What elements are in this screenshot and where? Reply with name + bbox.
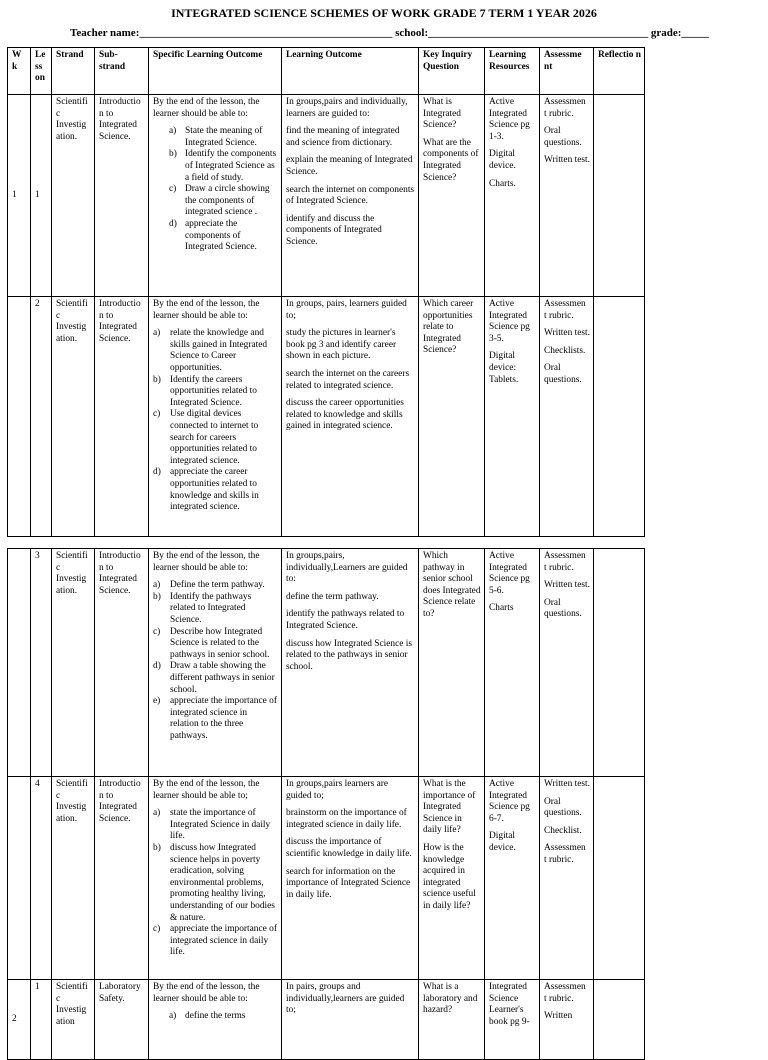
strand-cell: Scientifi c Investig ation. (52, 95, 95, 297)
sub-strand-cell: Introductio n to Integrated Science. (95, 95, 149, 297)
key-inquiry-cell (419, 95, 485, 297)
grade-blank[interactable]: _____ (681, 27, 709, 39)
header-specific-learning-outcome: Specific Learning Outcome (149, 48, 282, 95)
list-text: appreciate the importance of integrated science in daily life. (170, 924, 277, 958)
table-row (8, 980, 645, 1060)
reflection-cell[interactable] (594, 95, 645, 297)
header-strand: Strand (52, 48, 95, 95)
lesson-cell: 1 (31, 980, 52, 1060)
list-item (153, 580, 278, 592)
assessment-item: Oral questions. (544, 597, 582, 620)
reflection-cell[interactable] (594, 549, 645, 777)
learning-activity: define the term pathway. (286, 591, 379, 602)
learning-activity: explain the meaning of Integrated Science. (286, 155, 413, 177)
list-marker: d) (153, 467, 161, 478)
week-cell (8, 549, 31, 777)
resource-item: Integrated Science Learner's book pg 9- (489, 982, 530, 1027)
assessment-item: Assessmen t rubric. (544, 97, 586, 119)
assessment-item: Checklists. (544, 345, 586, 356)
assessment-item: Assessmen t rubric. (544, 843, 586, 865)
list-item (153, 375, 278, 410)
assessment-item: Assessmen t rubric. (544, 551, 586, 573)
list-marker: c) (153, 626, 161, 637)
teacher-label: Teacher name: (70, 27, 140, 39)
assessment-item: Written test. (544, 580, 590, 591)
outcome-intro: By the end of the lesson, the learner should be able to: (153, 97, 260, 119)
specific-outcome-cell (149, 980, 282, 1060)
list-item (153, 843, 278, 924)
strand-cell: Scientifi c Investig ation. (52, 549, 95, 777)
list-text: Describe how Integrated Science is related to the pathways in senior school. (170, 626, 270, 660)
assessment-item: Oral questions. (544, 126, 582, 148)
list-marker: b) (153, 591, 161, 602)
reflection-cell[interactable] (594, 777, 645, 980)
list-marker: c) (169, 184, 177, 195)
week-cell (8, 297, 31, 537)
list-marker: c) (153, 409, 161, 420)
specific-outcome-cell (149, 777, 282, 980)
resource-item: Digital device: Tablets. (489, 351, 519, 385)
grade-label: grade: (650, 27, 682, 39)
teacher-name-blank[interactable]: ______________________________________________ (139, 27, 393, 39)
header-learning-resources: Learning Resources (485, 48, 540, 95)
outcome-list (153, 580, 278, 742)
list-text: Identify the components of Integrated Science as a field of study. (185, 149, 277, 183)
list-marker: d) (153, 661, 161, 672)
sub-strand-cell: Introductio n to Integrated Science. (95, 777, 149, 980)
learning-activity: discuss the importance of scientific knowledge in daily life. (286, 837, 412, 859)
list-text: Identify the careers opportunities related to Integrated Science. (170, 374, 257, 408)
inquiry-question: What is Integrated Science? (423, 97, 461, 131)
list-text: State the meaning of Integrated Science. (185, 126, 263, 148)
learning-outcome-cell (282, 777, 419, 980)
resource-item: Active Integrated Science pg 6-7. (489, 779, 530, 824)
outcome-intro: By the end of the lesson, the learner should be able to: (153, 299, 260, 321)
assessment-item: Written (544, 1011, 573, 1022)
assessment-cell (540, 95, 594, 297)
key-inquiry-cell (419, 980, 485, 1060)
table-row (8, 95, 645, 297)
resource-item: Digital device. (489, 149, 516, 171)
specific-outcome-cell (149, 549, 282, 777)
learning-activity: In pairs, groups and individually,learners are guided to; (286, 982, 405, 1016)
assessment-item: Assessmen t rubric. (544, 982, 586, 1004)
list-text: appreciate the career opportunities related to knowledge and skills in integrated science. (170, 467, 259, 513)
inquiry-question: What are the components of Integrated Science? (423, 137, 479, 183)
learning-outcome-cell (282, 980, 419, 1060)
list-text: Draw a circle showing the components of integrated science . (185, 184, 270, 218)
learning-outcome-cell (282, 297, 419, 537)
list-marker: a) (169, 126, 177, 137)
key-inquiry-cell (419, 777, 485, 980)
school-label: school: (395, 27, 429, 39)
list-marker: a) (153, 580, 161, 591)
list-marker: a) (169, 1011, 177, 1022)
list-item (153, 409, 278, 467)
resource-item: Active Integrated Science pg 1-3. (489, 97, 530, 142)
header-reflection: Reflectio n (594, 48, 645, 95)
sub-strand-cell: Introductio n to Integrated Science. (95, 297, 149, 537)
list-item (153, 184, 278, 219)
assessment-cell (540, 549, 594, 777)
outcome-list (153, 126, 278, 254)
reflection-cell[interactable] (594, 297, 645, 537)
key-inquiry-cell (419, 297, 485, 537)
list-item (153, 696, 278, 742)
list-text: Identify the pathways related to Integrated Science. (170, 591, 252, 625)
resource-item: Digital device. (489, 831, 516, 853)
header-assessment: Assessme nt (540, 48, 594, 95)
inquiry-question: What is a laboratory and hazard? (423, 982, 478, 1016)
inquiry-question: Which career opportunities relate to Integrated Science? (423, 299, 474, 356)
outcome-intro: By the end of the lesson, the learner should be able to: (153, 982, 260, 1004)
header-key-inquiry-question: Key Inquiry Question (419, 48, 485, 95)
list-text: discuss how Integrated science helps in poverty eradication, solving environmental problems, promoting healthy living, understanding of our bodies & nature. (170, 842, 275, 923)
specific-outcome-cell (149, 95, 282, 297)
header-week: W k (8, 48, 31, 95)
list-text: Define the term pathway. (170, 580, 265, 591)
list-item (153, 924, 278, 959)
resource-item: Active Integrated Science pg 3-5. (489, 299, 530, 344)
lesson-cell: 4 (31, 777, 52, 980)
inquiry-question: How is the knowledge acquired in integrated science useful in daily life? (423, 842, 476, 911)
assessment-cell (540, 297, 594, 537)
resources-cell (485, 777, 540, 980)
scheme-table-part-2 (7, 548, 645, 1060)
learning-activity: In groups,pairs learners are guided to; (286, 779, 389, 801)
learning-activity: study the pictures in learner's book pg 3 and identify career shown in each picture. (286, 328, 397, 362)
school-name-blank[interactable]: ________________________________________ (428, 27, 649, 39)
table-row (8, 549, 645, 777)
list-item (153, 149, 278, 184)
resources-cell (485, 980, 540, 1060)
strand-cell: Scientifi c Investig ation. (52, 777, 95, 980)
list-item (153, 126, 278, 149)
list-text: appreciate the components of Integrated Science. (185, 218, 257, 253)
header-lesson: Le ss on (31, 48, 52, 95)
document-title: INTEGRATED SCIENCE SCHEMES OF WORK GRADE 7 TERM 1 YEAR 2026 (171, 6, 597, 20)
resource-item: Active Integrated Science pg 5-6. (489, 551, 530, 596)
assessment-item: Assessmen t rubric. (544, 299, 586, 321)
learning-outcome-cell (282, 95, 419, 297)
list-marker: b) (153, 374, 161, 385)
assessment-item: Oral questions. (544, 796, 582, 819)
week-cell (8, 777, 31, 980)
inquiry-question: Which pathway in senior school does Integrated Science relate to? (423, 551, 481, 619)
learning-activity: discuss how Integrated Science is related to the pathways in senior school. (286, 638, 413, 672)
list-item (153, 219, 278, 254)
list-marker: b) (153, 842, 161, 853)
sub-strand-cell: Laboratory Safety. (95, 980, 149, 1060)
outcome-list (153, 1011, 278, 1023)
list-marker: d) (169, 218, 177, 229)
reflection-cell[interactable] (594, 980, 645, 1060)
list-item (153, 661, 278, 696)
lesson-cell: 3 (31, 549, 52, 777)
learning-activity: find the meaning of integrated and science from dictionary. (286, 126, 400, 148)
list-text: Draw a table showing the different pathways in senior school. (170, 661, 275, 695)
list-text: state the importance of Integrated Science in daily life. (170, 808, 271, 842)
week-cell: 1 (8, 95, 31, 297)
list-item (153, 627, 278, 662)
resources-cell (485, 549, 540, 777)
list-item (153, 592, 278, 627)
assessment-cell (540, 980, 594, 1060)
learning-activity: discuss the career opportunities related to knowledge and skills gained in integrated science. (286, 398, 404, 432)
list-marker: a) (153, 328, 161, 339)
learning-activity: search for information on the importance of Integrated Science in daily life. (286, 866, 411, 900)
strand-cell: Scientifi c Investig ation (52, 980, 95, 1060)
sub-strand-cell: Introductio n to Integrated Science. (95, 549, 149, 777)
learning-activity: In groups,pairs and individually, learners are guided to: (286, 97, 408, 119)
list-item (153, 1011, 278, 1023)
list-item (153, 467, 278, 513)
learning-outcome-cell (282, 549, 419, 777)
teacher-school-grade-line (70, 27, 709, 39)
key-inquiry-cell (419, 549, 485, 777)
specific-outcome-cell (149, 297, 282, 537)
list-marker: a) (153, 808, 161, 819)
strand-cell: Scientifi c Investig ation. (52, 297, 95, 537)
table-row (8, 777, 645, 980)
list-item (153, 328, 278, 374)
resource-item: Charts (489, 603, 514, 614)
learning-activity: identify and discuss the components of Integrated Science. (286, 213, 382, 247)
learning-activity: In groups,pairs, individually,Learners are guided to: (286, 551, 408, 585)
list-text: Use digital devices connected to internet to search for careers opportunities related to integrated science. (170, 409, 259, 466)
outcome-intro: By the end of the lesson, the learner should be able to; (153, 779, 260, 801)
lesson-cell: 1 (31, 95, 52, 297)
header-sub-strand: Sub- strand (95, 48, 149, 95)
learning-activity: search the internet on the careers related to integrated science. (286, 368, 410, 391)
learning-activity: brainstorm on the importance of integrated science in daily life. (286, 808, 407, 830)
table-row (8, 297, 645, 537)
learning-activity: search the internet on components of Integrated Science. (286, 184, 415, 207)
header-learning-outcome: Learning Outcome (282, 48, 419, 95)
resource-item: Charts. (489, 178, 516, 189)
resources-cell (485, 297, 540, 537)
scheme-table-part-1 (7, 47, 645, 537)
assessment-item: Written test. (544, 155, 590, 166)
week-cell: 2 (8, 980, 31, 1060)
assessment-item: Written test. (544, 328, 590, 339)
assessment-item: Written test. (544, 779, 590, 789)
list-marker: c) (153, 924, 161, 935)
learning-activity: In groups, pairs, learners guided to; (286, 299, 407, 321)
resources-cell (485, 95, 540, 297)
list-text: appreciate the importance of integrated science in relation to the three pathways. (170, 696, 277, 741)
table-header-row (8, 48, 645, 95)
lesson-cell: 2 (31, 297, 52, 537)
list-text: define the terms (185, 1011, 246, 1022)
learning-activity: identify the pathways related to Integrated Science. (286, 609, 405, 631)
outcome-list (153, 328, 278, 514)
list-text: relate the knowledge and skills gained in Integrated Science to Career opportunities. (170, 328, 268, 373)
assessment-item: Oral questions. (544, 363, 582, 385)
list-item (153, 808, 278, 843)
outcome-list (153, 808, 278, 959)
inquiry-question: What is the importance of Integrated Science in daily life? (423, 779, 476, 836)
outcome-intro: By the end of the lesson, the learner should be able to: (153, 551, 260, 573)
assessment-item: Checklist. (544, 825, 582, 836)
list-marker: b) (169, 149, 177, 160)
assessment-cell (540, 777, 594, 980)
list-marker: e) (153, 696, 161, 707)
